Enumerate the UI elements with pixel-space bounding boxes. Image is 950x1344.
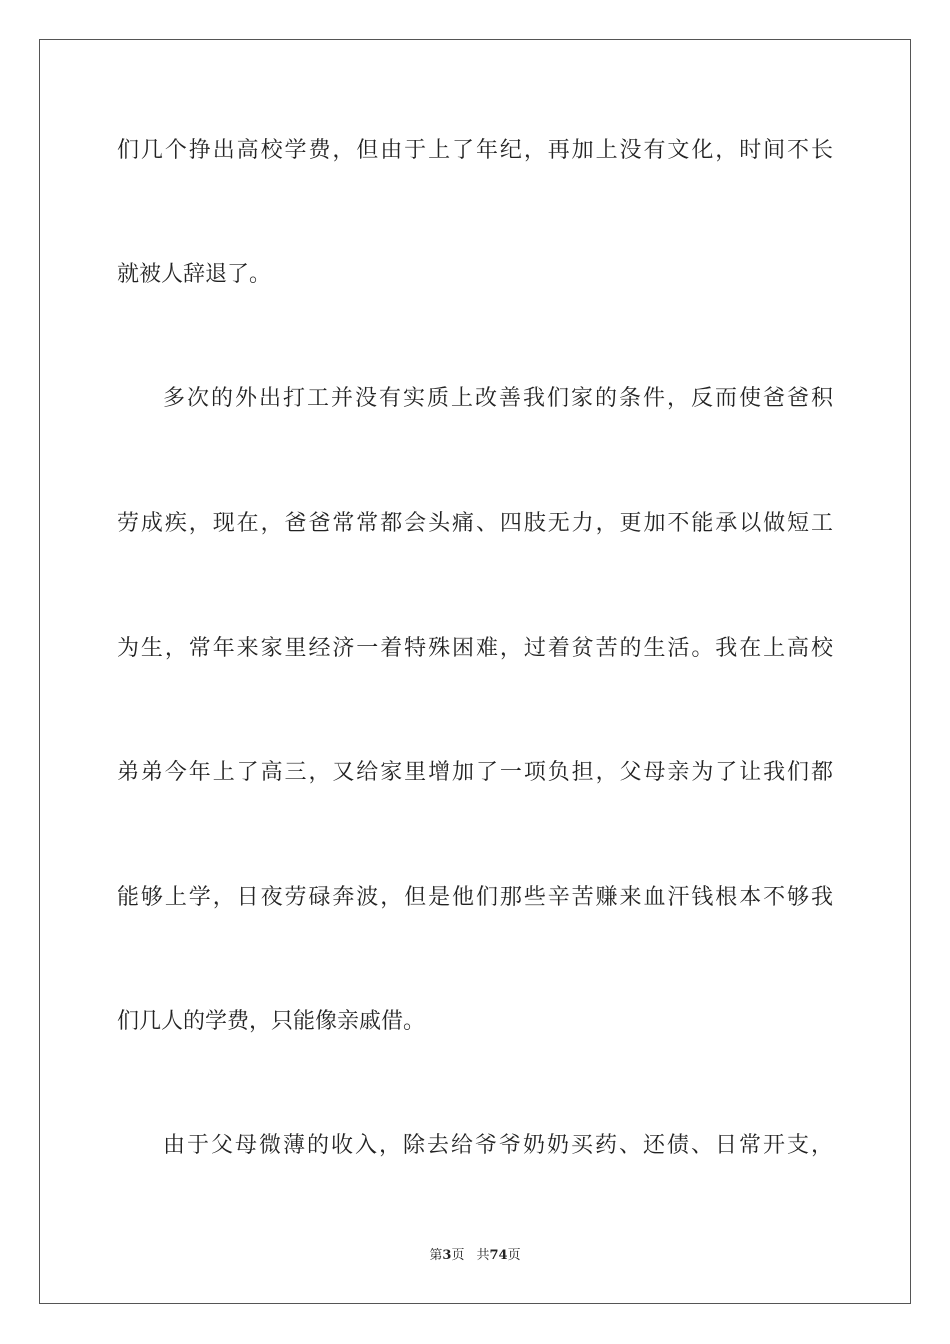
text-line-3: 多次的外出打工并没有实质上改善我们家的条件，反而使爸爸积: [163, 386, 833, 411]
text-line-2: 就被人辞退了。: [117, 262, 272, 287]
text-line-1: 们几个挣出高校学费，但由于上了年纪，再加上没有文化，时间不长: [117, 138, 833, 163]
text-line-5: 为生，常年来家里经济一着特殊困难，过着贫苦的生活。我在上高校: [117, 636, 833, 661]
text-line-8: 们几人的学费，只能像亲戚借。: [117, 1009, 426, 1034]
total-suffix: 页: [507, 1248, 521, 1263]
text-line-6: 弟弟今年上了高三，又给家里增加了一项负担，父母亲为了让我们都: [117, 760, 833, 785]
page-border: [39, 39, 911, 1304]
text-line-4: 劳成疾，现在，爸爸常常都会头痛、四肢无力，更加不能承以做短工: [117, 511, 833, 536]
page-number: 3: [442, 1248, 452, 1263]
page-suffix: 页: [451, 1248, 465, 1263]
total-pages: 74: [489, 1248, 508, 1263]
page-footer: [0, 1247, 950, 1265]
total-prefix: 共: [476, 1248, 490, 1263]
page-prefix: 第: [429, 1248, 443, 1263]
text-line-7: 能够上学，日夜劳碌奔波，但是他们那些辛苦赚来血汗钱根本不够我: [117, 885, 833, 910]
text-line-9: 由于父母微薄的收入，除去给爷爷奶奶买药、还债、日常开支，: [163, 1133, 833, 1158]
